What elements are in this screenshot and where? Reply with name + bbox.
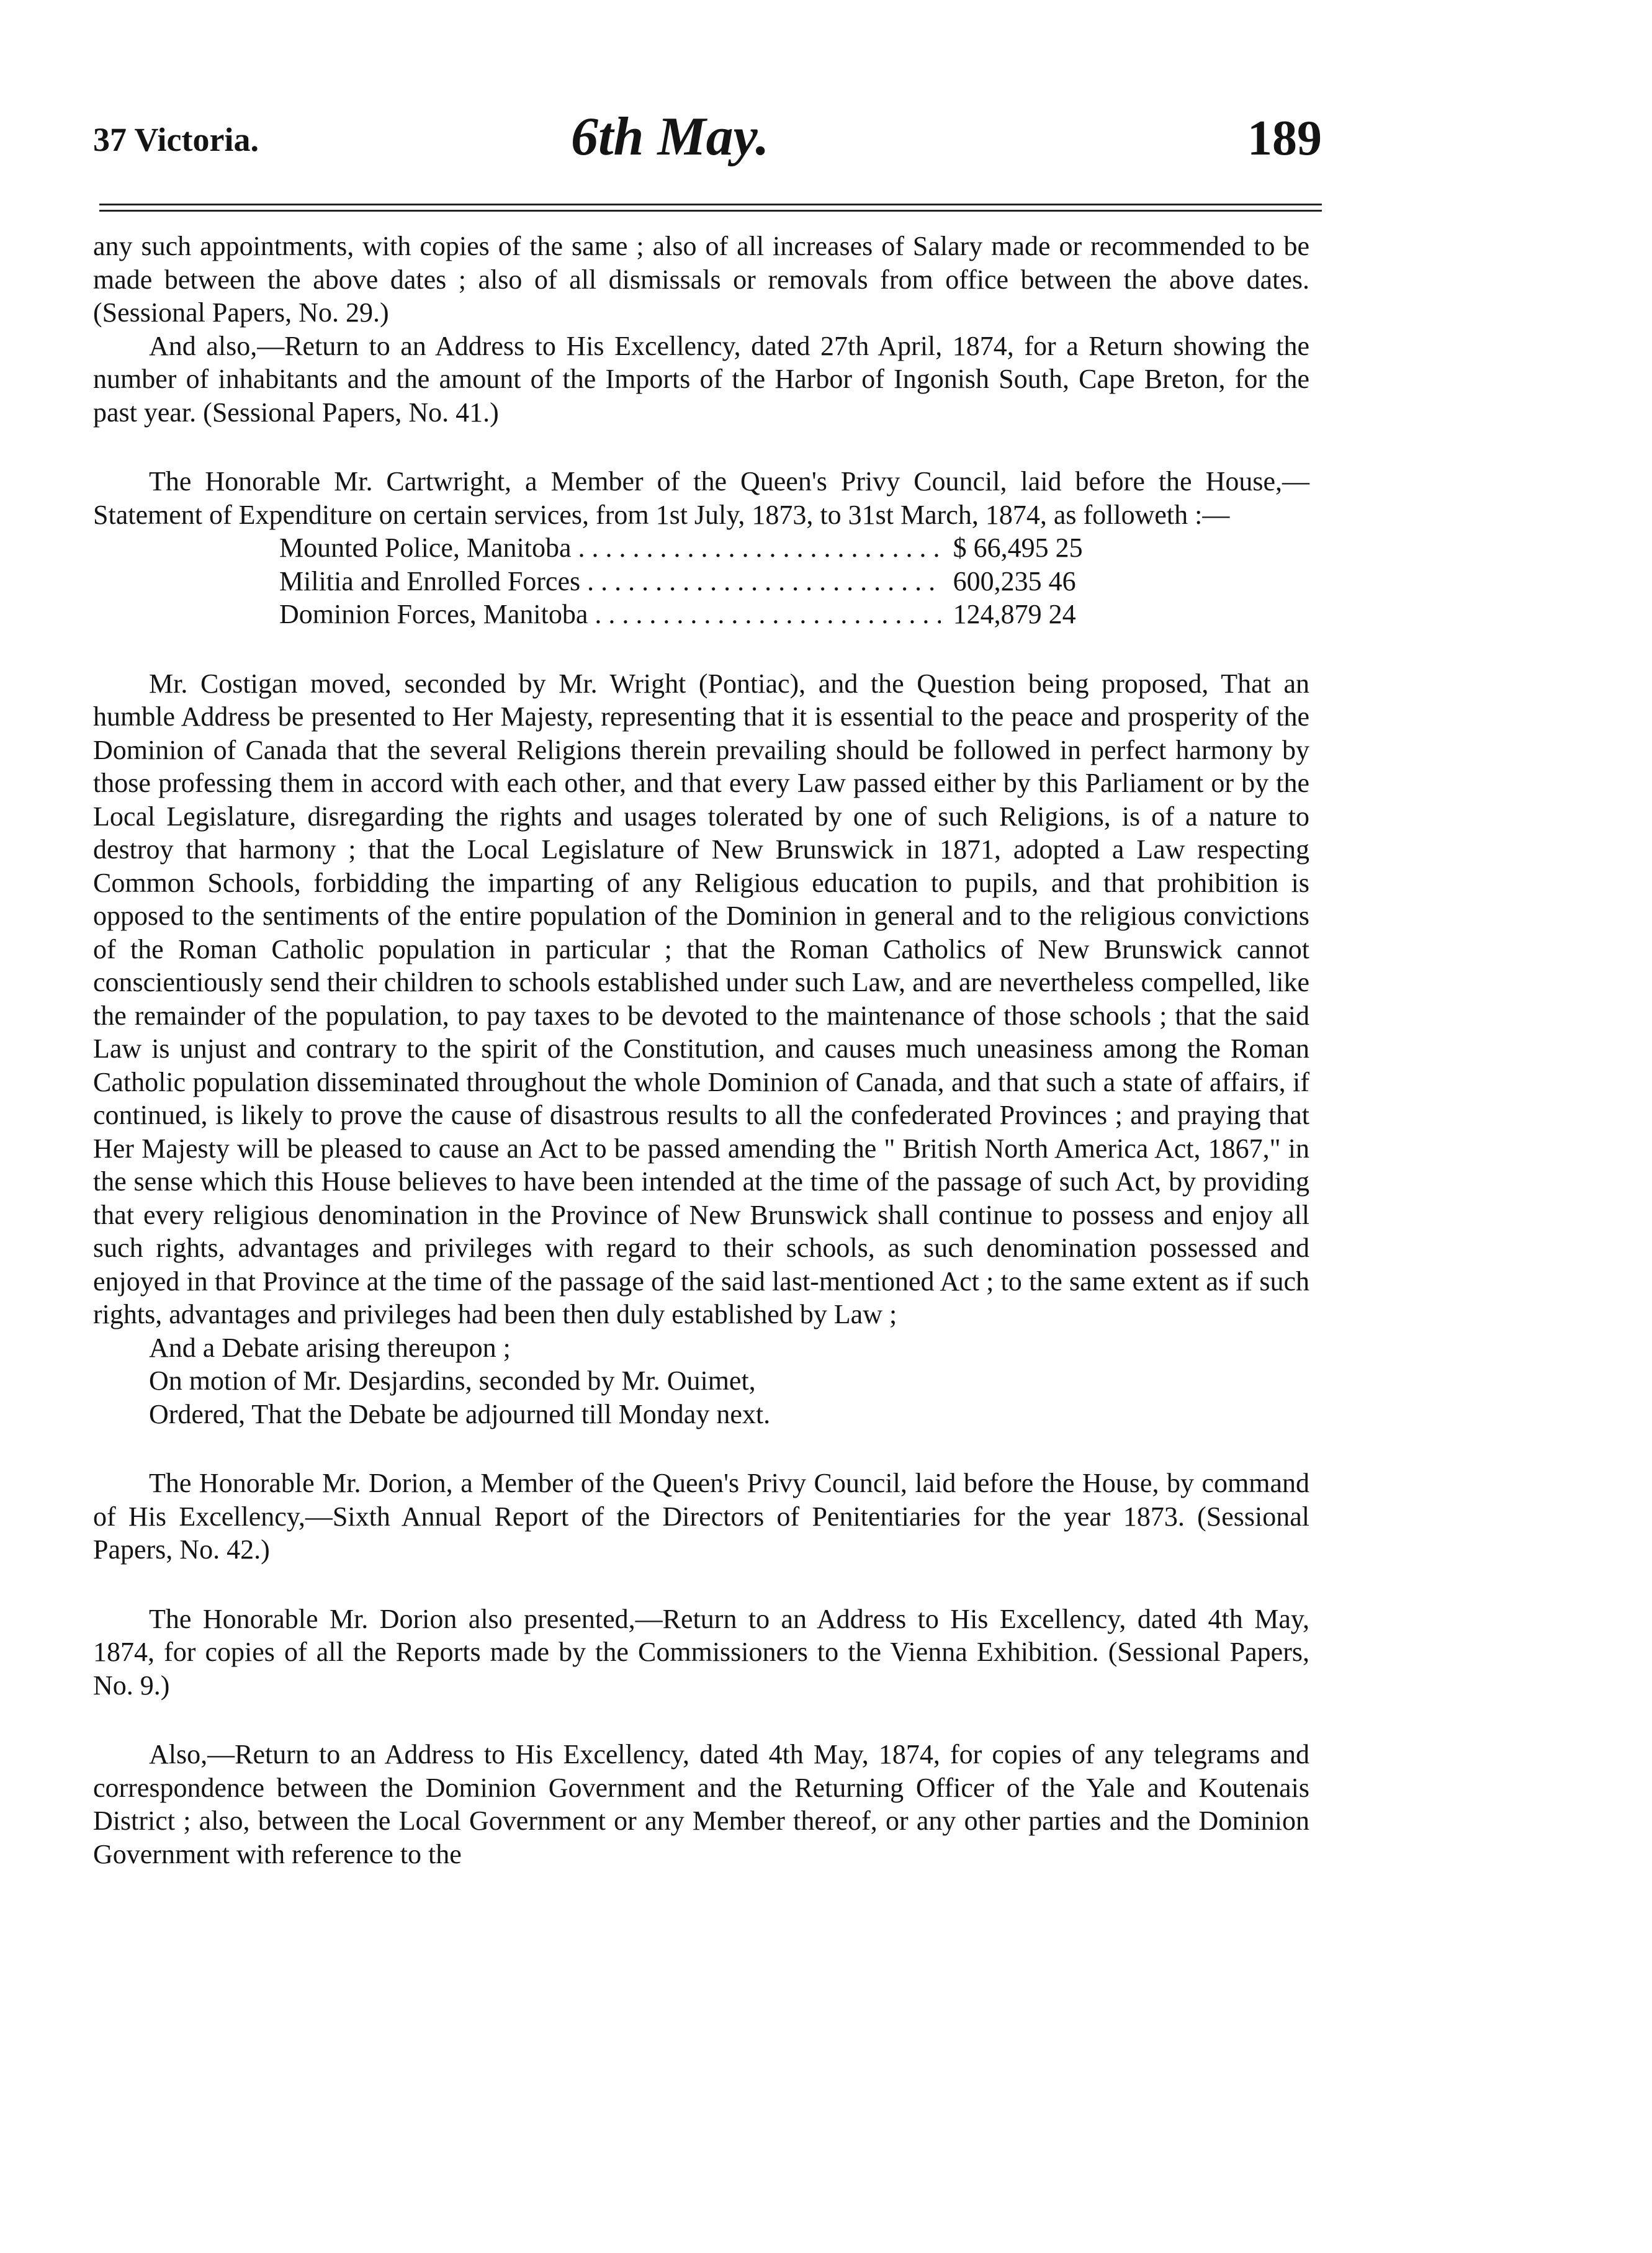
paragraph-yale-koutenais: Also,—Return to an Address to His Excellency, dated 4th May, 1874, for copies of any telegrams and correspondence between the Dominion Government and the Returning Officer of the Yale and Koutenais District ; also, between the Local Government or any Member thereof, or any other parties and the Dominion Government with reference to the: [93, 1739, 1309, 1869]
expenditure-amount: 124,879 24: [953, 599, 1076, 629]
expenditure-table: [93, 531, 1309, 631]
paragraph-costigan-motion: Mr. Costigan moved, seconded by Mr. Wright (Pontiac), and the Question being proposed, That an humble Address be presented to Her Majesty, representing that it is essential to the peace and prosperity of the Dominion of Canada that the several Religions therein prevailing should be followed in perfect harmony by those professing them in accord with each other, and that every Law passed either by this Parliament or by the Local Legislature, disregarding the rights and usages tolerated by one of such Religions, is of a nature to destroy that harmony ; that the Local Legislature of New Brunswick in 1871, adopted a Law respecting Common Schools, forbidding the imparting of any Religious education to pupils, and that prohibition is opposed to the sentiments of the entire population of the Dominion in general and to the religious convictions of the Roman Catholic population in particular ; that the Roman Catholics of New Brunswick cannot conscientiously send their children to schools established under such Law, and are nevertheless compelled, like the remainder of the population, to pay taxes to be devoted to the maintenance of those schools ; that the said Law is unjust and contrary to the spirit of the Constitution, and causes much uneasiness among the Roman Catholic population disseminated throughout the whole Dominion of Canada, and that such a state of affairs, if continued, is likely to prove the cause of disastrous results to all the confederated Provinces ; and praying that Her Majesty will be pleased to cause an Act to be passed amending the " British North America Act, 1867," in the sense which this House believes to have been intended at the time of the passage of such Act, by providing that every religious denomination in the Province of New Brunswick shall continue to possess and enjoy all such rights, advantages and privileges with regard to their schools, as such denomination possessed and enjoyed in that Province at the time of the passage of the said last-mentioned Act ; to the same extent as if such rights, advantages and privileges had been then duly established by Law ;: [93, 668, 1309, 1329]
expenditure-label: Dominion Forces, Manitoba . . .: [279, 598, 941, 631]
header-rule-top: [99, 204, 1322, 205]
table-row: [279, 598, 1210, 631]
paragraph-continued: any such appointments, with copies of the same ; also of all increases of Salary made or recommended to be made between the above dates ; also of all dismissals or removals from office between the above dates. (Sessional Papers, No. 29.): [93, 231, 1309, 328]
page: [93, 106, 1322, 1869]
expenditure-amount: $ 66,495 25: [953, 533, 1083, 563]
table-row: [279, 565, 1210, 598]
paragraph-return-ingonish: And also,—Return to an Address to His Excellency, dated 27th April, 1874, for a Return showing the number of inhabitants and the amount of the Imports of the Harbor of Ingonish South, Cape Breton, for the past year. (Sessional Papers, No. 41.): [93, 330, 1309, 428]
paragraph-motion-desjardins: On motion of Mr. Desjardins, seconded by Mr. Ouimet,: [149, 1365, 756, 1396]
expenditure-label: Militia and Enrolled Forces . . .: [279, 565, 941, 598]
paragraph-dorion-vienna: The Honorable Mr. Dorion also presented,—Return to an Address to His Excellency, dated 4th May, 1874, for copies of all the Reports made by the Commissioners to the Vienna Exhibition. (Sessional Papers, No. 9.): [93, 1603, 1309, 1701]
expenditure-label: Mounted Police, Manitoba . . .: [279, 531, 941, 565]
header-session: 37 Victoria.: [93, 121, 259, 158]
paragraph-debate: And a Debate arising thereupon ;: [149, 1332, 511, 1363]
running-header: [93, 106, 1322, 186]
header-rule-bottom: [99, 210, 1322, 212]
header-date: 6th May.: [571, 107, 770, 167]
paragraph-dorion-report: The Honorable Mr. Dorion, a Member of the Queen's Privy Council, laid before the House, by command of His Excellency,—Sixth Annual Report of the Directors of Penitentiaries for the year 1873. (Sessional Papers, No. 42.): [93, 1468, 1309, 1565]
journal-text: [93, 230, 1309, 1871]
page-number: 189: [1247, 111, 1322, 166]
paragraph-cartwright: The Honorable Mr. Cartwright, a Member of the Queen's Privy Council, laid before the House,—Statement of Expenditure on certain services, from 1st July, 1873, to 31st March, 1874, as followeth :—: [93, 466, 1309, 530]
table-row: [279, 531, 1210, 565]
paragraph-ordered: Ordered, That the Debate be adjourned till Monday next.: [149, 1398, 771, 1429]
expenditure-amount: 600,235 46: [953, 565, 1076, 596]
